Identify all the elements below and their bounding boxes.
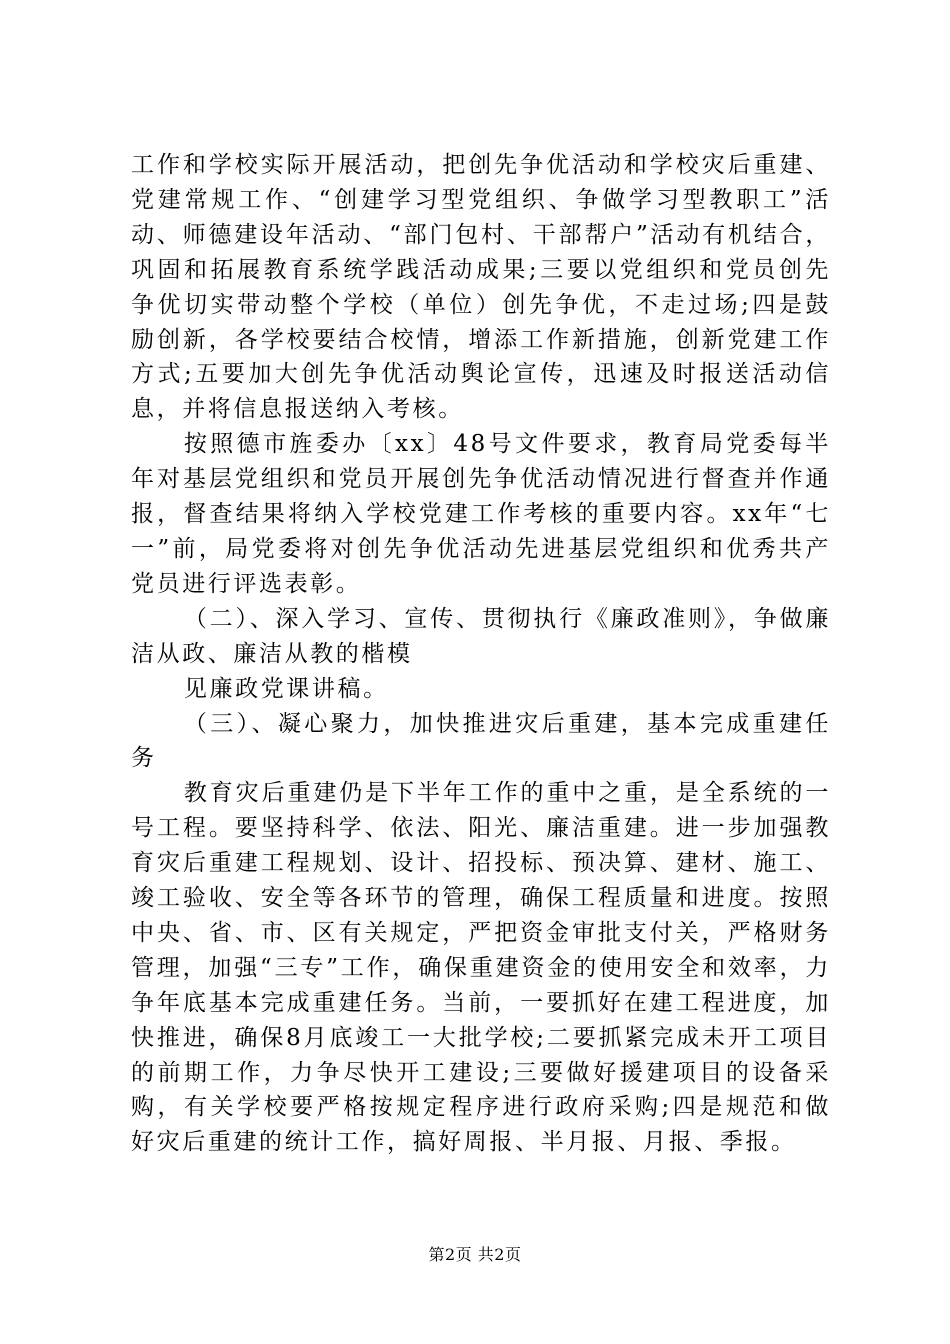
body-paragraph-2: 按照德市旌委办〔xx〕48号文件要求，教育局党委每半年对基层党组织和党员开展创先争优活动情况进行督查并作通报，督查结果将纳入学校党建工作考核的重要内容。xx年“七一”前，局党委将对创先争优活动先进基层党组织和优秀共产党员进行评选表彰。 [131,431,831,597]
document-body [131,148,831,1160]
page-number-footer: 第2页 共2页 [428,1245,522,1264]
section-heading-3: （三）、凝心聚力，加快推进灾后重建，基本完成重建任务 [131,710,831,772]
section-heading-2: （二）、深入学习、宣传、贯彻执行《廉政准则》，争做廉洁从政、廉洁从教的楷模 [131,605,831,667]
body-paragraph-4: 教育灾后重建仍是下半年工作的重中之重，是全系统的一号工程。要坚持科学、依法、阳光、廉洁重建。进一步加强教育灾后重建工程规划、设计、招投标、预决算、建材、施工、竣工验收、安全等各环节的管理，确保工程质量和进度。按照中央、省、市、区有关规定，严把资金审批支付关，严格财务管理，加强“三专”工作，确保重建资金的使用安全和效率，力争年底基本完成重建任务。当前，一要抓好在建工程进度，加快推进，确保8月底竣工一大批学校;二要抓紧完成未开工项目的前期工作，力争尽快开工建设;三要做好援建项目的设备采购，有关学校要严格按规定程序进行政府采购;四是规范和做好灾后重建的统计工作，搞好周报、半月报、月报、季报。 [131,780,831,1156]
body-paragraph-1: 工作和学校实际开展活动，把创先争优活动和学校灾后重建、党建常规工作、“创建学习型党组织、争做学习型教职工”活动、师德建设年活动、“部门包村、干部帮户”活动有机结合，巩固和拓展教育系统学践活动成果;三要以党组织和党员创先争优切实带动整个学校（单位）创先争优，不走过场;四是鼓励创新，各学校要结合校情，增添工作新措施，创新党建工作方式;五要加大创先争优活动舆论宣传，迅速及时报送活动信息，并将信息报送纳入考核。 [131,152,831,423]
body-paragraph-3: 见廉政党课讲稿。 [183,675,389,702]
